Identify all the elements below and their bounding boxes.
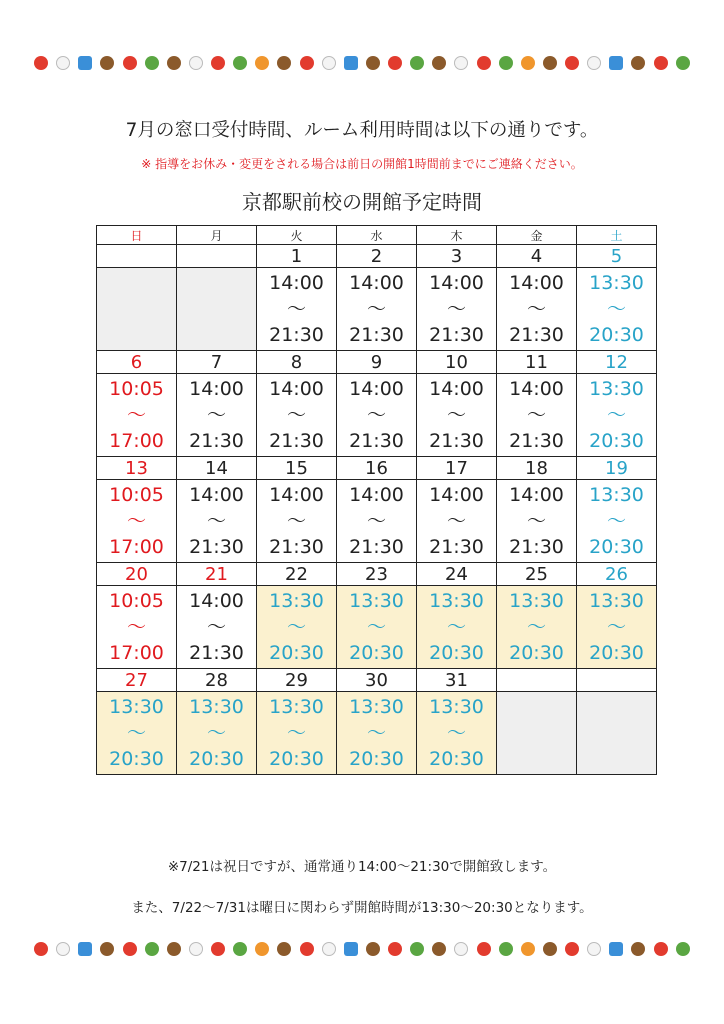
week-day-number-row [97,669,657,692]
closing-time: 21:30 [349,324,404,346]
closing-time: 21:30 [269,536,324,558]
week-hours-row [97,374,657,457]
closing-time: 20:30 [189,748,244,770]
closing-time: 21:30 [269,324,324,346]
festival-ornament-icon [631,56,645,70]
day-number [577,669,657,692]
festival-ornament-icon [410,942,424,956]
festival-ornament-icon [565,942,579,956]
day-number: 14 [177,457,257,480]
festival-ornament-icon [56,942,70,956]
festival-ornament-icon [344,942,358,956]
time-range-separator: ～ [606,404,626,426]
festival-ornament-icon [676,942,690,956]
time-range-separator: ～ [606,510,626,532]
opening-hours-cell [337,374,417,457]
opening-hours-cell [417,692,497,775]
decorative-border-bottom [34,934,690,964]
time-range-separator: ～ [206,616,226,638]
weekday-tuesday: 火 [257,226,337,245]
contact-notice: ※ 指導をお休み・変更をされる場合は前日の開館1時間前までにご連絡ください。 [141,157,583,171]
day-number: 30 [337,669,417,692]
closing-time: 21:30 [509,536,564,558]
day-number: 26 [577,563,657,586]
empty-day-cell [497,692,577,775]
time-range-separator: ～ [446,404,466,426]
time-range-separator: ～ [366,510,386,532]
festival-ornament-icon [454,56,468,70]
weekday-monday: 月 [177,226,257,245]
festival-ornament-icon [366,942,380,956]
opening-hours-cell [577,374,657,457]
festival-ornament-icon [255,942,269,956]
closing-time: 20:30 [269,642,324,664]
opening-hours-cell [337,480,417,563]
decorative-border-top [34,48,690,78]
closing-time: 21:30 [189,536,244,558]
weekday-header-row [97,226,657,245]
closing-time: 20:30 [509,642,564,664]
closing-time: 17:00 [109,430,164,452]
opening-time: 13:30 [109,696,164,718]
festival-ornament-icon [654,942,668,956]
day-number [177,245,257,268]
time-range-separator: ～ [446,298,466,320]
day-number: 31 [417,669,497,692]
opening-time: 10:05 [109,378,164,400]
day-number: 24 [417,563,497,586]
festival-ornament-icon [300,56,314,70]
day-number: 18 [497,457,577,480]
festival-ornament-icon [521,56,535,70]
time-range-separator: ～ [366,298,386,320]
opening-hours-cell [497,480,577,563]
festival-ornament-icon [277,56,291,70]
opening-hours-cell [177,692,257,775]
festival-ornament-icon [654,56,668,70]
time-range-separator: ～ [126,404,146,426]
opening-time: 14:00 [189,590,244,612]
weekday-saturday: 土 [577,226,657,245]
time-range-separator: ～ [286,616,306,638]
time-range-separator: ～ [286,510,306,532]
festival-ornament-icon [123,56,137,70]
day-number: 27 [97,669,177,692]
opening-time: 13:30 [589,590,644,612]
festival-ornament-icon [145,942,159,956]
opening-time: 13:30 [589,272,644,294]
weekday-thursday: 木 [417,226,497,245]
closing-time: 17:00 [109,536,164,558]
opening-time: 13:30 [429,696,484,718]
opening-time: 14:00 [269,484,324,506]
opening-time: 14:00 [189,484,244,506]
time-range-separator: ～ [366,404,386,426]
week-day-number-row [97,245,657,268]
empty-day-cell [577,692,657,775]
festival-ornament-icon [322,942,336,956]
opening-hours-cell [257,374,337,457]
festival-ornament-icon [78,56,92,70]
opening-time: 14:00 [269,378,324,400]
opening-hours-cell [257,480,337,563]
festival-ornament-icon [410,56,424,70]
closing-time: 21:30 [429,324,484,346]
closing-time: 21:30 [189,642,244,664]
festival-ornament-icon [123,942,137,956]
festival-ornament-icon [587,942,601,956]
festival-ornament-icon [477,942,491,956]
day-number: 21 [177,563,257,586]
closing-time: 20:30 [589,430,644,452]
time-range-separator: ～ [526,616,546,638]
closing-time: 20:30 [109,748,164,770]
opening-time: 13:30 [269,696,324,718]
festival-ornament-icon [167,942,181,956]
empty-day-cell [177,268,257,351]
festival-ornament-icon [233,56,247,70]
festival-ornament-icon [211,942,225,956]
opening-hours-cell [337,586,417,669]
opening-hours-cell [417,374,497,457]
closing-time: 20:30 [429,748,484,770]
opening-time: 10:05 [109,484,164,506]
festival-ornament-icon [609,56,623,70]
opening-hours-cell [577,268,657,351]
festival-ornament-icon [543,942,557,956]
day-number: 15 [257,457,337,480]
festival-ornament-icon [34,56,48,70]
opening-time: 14:00 [429,378,484,400]
opening-time: 13:30 [509,590,564,612]
time-range-separator: ～ [606,298,626,320]
festival-ornament-icon [344,56,358,70]
closing-time: 21:30 [509,430,564,452]
closing-time: 21:30 [429,430,484,452]
day-number: 4 [497,245,577,268]
closing-time: 21:30 [349,536,404,558]
opening-hours-cell [577,586,657,669]
time-range-separator: ～ [286,404,306,426]
festival-ornament-icon [631,942,645,956]
time-range-separator: ～ [446,616,466,638]
day-number [497,669,577,692]
opening-time: 13:30 [589,378,644,400]
holiday-footnote: ※7/21は祝日ですが、通常通り14:00～21:30で開館致します。 [167,859,557,875]
time-range-separator: ～ [526,404,546,426]
day-number: 28 [177,669,257,692]
closing-time: 21:30 [509,324,564,346]
time-range-separator: ～ [606,616,626,638]
opening-hours-cell [497,374,577,457]
opening-time: 13:30 [589,484,644,506]
day-number: 29 [257,669,337,692]
festival-ornament-icon [676,56,690,70]
day-number: 6 [97,351,177,374]
festival-ornament-icon [233,942,247,956]
festival-ornament-icon [565,56,579,70]
closing-time: 21:30 [429,536,484,558]
day-number: 10 [417,351,497,374]
festival-ornament-icon [432,942,446,956]
opening-hours-cell [577,480,657,563]
opening-hours-cell [337,692,417,775]
day-number: 1 [257,245,337,268]
time-range-separator: ～ [286,298,306,320]
opening-time: 13:30 [269,590,324,612]
opening-hours-cell [257,692,337,775]
week-hours-row [97,586,657,669]
day-number: 3 [417,245,497,268]
closing-time: 21:30 [269,430,324,452]
week-day-number-row [97,563,657,586]
weekday-friday: 金 [497,226,577,245]
day-number: 2 [337,245,417,268]
day-number [97,245,177,268]
festival-ornament-icon [300,942,314,956]
empty-day-cell [97,268,177,351]
opening-hours-cell [337,268,417,351]
opening-time: 14:00 [349,378,404,400]
opening-time: 14:00 [509,484,564,506]
day-number: 7 [177,351,257,374]
day-number: 19 [577,457,657,480]
time-range-separator: ～ [446,510,466,532]
festival-ornament-icon [543,56,557,70]
closing-time: 20:30 [589,536,644,558]
closing-time: 21:30 [189,430,244,452]
festival-ornament-icon [145,56,159,70]
time-range-separator: ～ [126,722,146,744]
opening-hours-cell [257,268,337,351]
opening-hours-cell [177,586,257,669]
opening-hours-cell [417,268,497,351]
festival-ornament-icon [34,942,48,956]
opening-hours-cell [97,586,177,669]
closing-time: 17:00 [109,642,164,664]
festival-ornament-icon [211,56,225,70]
closing-time: 20:30 [269,748,324,770]
festival-ornament-icon [366,56,380,70]
weekday-sunday: 日 [97,226,177,245]
weekday-wednesday: 水 [337,226,417,245]
opening-time: 10:05 [109,590,164,612]
opening-hours-cell [97,374,177,457]
opening-hours-cell [417,480,497,563]
opening-time: 14:00 [429,484,484,506]
closing-time: 20:30 [589,642,644,664]
time-range-separator: ～ [206,722,226,744]
festival-ornament-icon [388,56,402,70]
day-number: 8 [257,351,337,374]
opening-time: 14:00 [509,272,564,294]
opening-hours-cell [497,586,577,669]
page-heading: 7月の窓口受付時間、ルーム利用時間は以下の通りです。 [125,120,599,141]
time-range-separator: ～ [526,298,546,320]
day-number: 16 [337,457,417,480]
festival-ornament-icon [78,942,92,956]
week-day-number-row [97,457,657,480]
festival-ornament-icon [56,56,70,70]
opening-time: 14:00 [429,272,484,294]
festival-ornament-icon [454,942,468,956]
time-range-separator: ～ [206,404,226,426]
festival-ornament-icon [432,56,446,70]
festival-ornament-icon [477,56,491,70]
festival-ornament-icon [521,942,535,956]
festival-ornament-icon [499,56,513,70]
opening-hours-cell [177,480,257,563]
opening-time: 14:00 [349,484,404,506]
festival-ornament-icon [499,942,513,956]
time-range-separator: ～ [526,510,546,532]
festival-ornament-icon [609,942,623,956]
summer-hours-footnote: また、7/22～7/31は曜日に関わらず開館時間が13:30～20:30となります。 [131,900,593,916]
opening-hours-cell [417,586,497,669]
opening-time: 14:00 [509,378,564,400]
closing-time: 20:30 [349,642,404,664]
week-hours-row [97,480,657,563]
day-number: 12 [577,351,657,374]
opening-time: 13:30 [349,696,404,718]
opening-hours-cell [497,268,577,351]
opening-time: 13:30 [429,590,484,612]
opening-hours-cell [97,480,177,563]
time-range-separator: ～ [366,616,386,638]
festival-ornament-icon [322,56,336,70]
opening-hours-cell [97,692,177,775]
day-number: 22 [257,563,337,586]
closing-time: 20:30 [349,748,404,770]
festival-ornament-icon [255,56,269,70]
opening-time: 14:00 [269,272,324,294]
time-range-separator: ～ [206,510,226,532]
opening-time: 13:30 [349,590,404,612]
day-number: 11 [497,351,577,374]
opening-time: 14:00 [189,378,244,400]
festival-ornament-icon [100,56,114,70]
festival-ornament-icon [167,56,181,70]
closing-time: 20:30 [589,324,644,346]
festival-ornament-icon [189,56,203,70]
day-number: 17 [417,457,497,480]
time-range-separator: ～ [126,510,146,532]
day-number: 5 [577,245,657,268]
day-number: 9 [337,351,417,374]
closing-time: 20:30 [429,642,484,664]
opening-time: 13:30 [189,696,244,718]
opening-hours-calendar [96,225,657,775]
day-number: 20 [97,563,177,586]
opening-time: 14:00 [349,272,404,294]
schedule-title: 京都駅前校の開館予定時間 [242,190,482,214]
day-number: 13 [97,457,177,480]
week-hours-row [97,268,657,351]
festival-ornament-icon [100,942,114,956]
time-range-separator: ～ [126,616,146,638]
festival-ornament-icon [388,942,402,956]
closing-time: 21:30 [349,430,404,452]
time-range-separator: ～ [366,722,386,744]
time-range-separator: ～ [446,722,466,744]
festival-ornament-icon [277,942,291,956]
week-day-number-row [97,351,657,374]
week-hours-row [97,692,657,775]
opening-hours-cell [257,586,337,669]
festival-ornament-icon [587,56,601,70]
day-number: 23 [337,563,417,586]
time-range-separator: ～ [286,722,306,744]
opening-hours-cell [177,374,257,457]
festival-ornament-icon [189,942,203,956]
day-number: 25 [497,563,577,586]
